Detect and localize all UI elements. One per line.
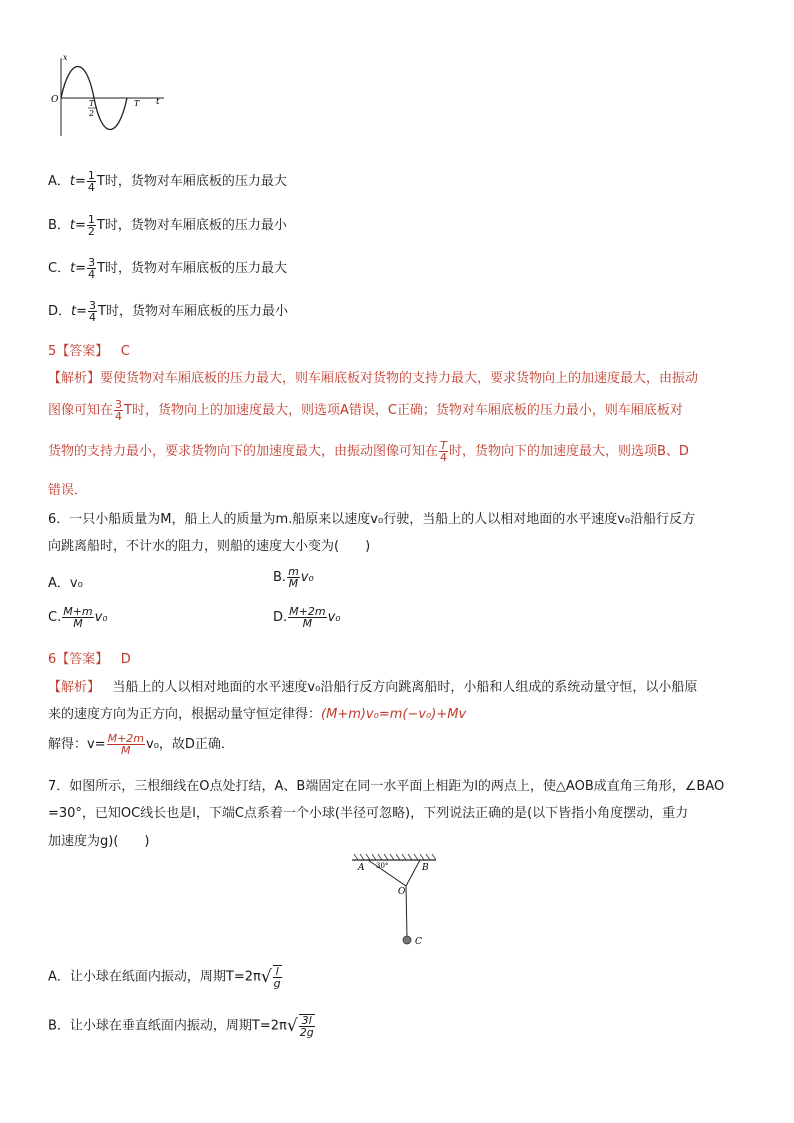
ball bbox=[403, 936, 411, 944]
q6-answer: 6【答案】 D bbox=[48, 652, 131, 667]
q6-stem-line1: 6．一只小船质量为M，船上人的质量为m.船原来以速度v₀行驶，当船上的人以相对地面的水平速度v₀沿船行反方 bbox=[48, 512, 696, 527]
q6-option-d[interactable]: D. $\frac{M+2m}{M}$ v₀ bbox=[273, 605, 341, 630]
point-o-label: O bbox=[398, 887, 406, 897]
q7-stem-line1: 7．如图所示，三根细线在O点处打结，A、B端固定在同一水平面上相距为l的两点上，使△AOB成直角三角形，∠BAO bbox=[48, 779, 725, 794]
point-c-label: C bbox=[415, 937, 422, 947]
sqrt-icon: √ bbox=[286, 1016, 298, 1036]
x-axis-label: t bbox=[156, 97, 160, 107]
q5-option-a[interactable]: A．t= $\frac{1}{4}$ T时，货物对车厢底板的压力最大 bbox=[48, 169, 287, 194]
q7-stem-line2: =30°，已知OC线长也是l，下端C点系着一个小球(半径可忽略)，下列说法正确的是(以下皆指小角度摆动，重力 bbox=[48, 806, 689, 821]
q7-stem-line3: 加速度为g)( ) bbox=[48, 834, 150, 849]
q5-option-b[interactable]: B．t= $\frac{1}{2}$ T时，货物对车厢底板的压力最小 bbox=[48, 213, 287, 238]
q6-analysis-line2: 来的速度方向为正方向，根据动量守恒定律得：(M+m)v₀=m(−v₀)+Mv bbox=[48, 707, 467, 722]
y-axis-label: x bbox=[63, 53, 68, 62]
q5-answer-value: C bbox=[120, 344, 130, 359]
sqrt-icon: √ bbox=[260, 967, 272, 987]
q5-analysis-line3: 货物的支持力最小，要求货物向下的加速度最大，由振动图像可知在 $\frac{T}{4}$ 时，货物向下的加速度最大，则选项B、D bbox=[48, 439, 689, 464]
q5-option-d[interactable]: D．t= $\frac{3}{4}$ T时，货物对车厢底板的压力最小 bbox=[48, 299, 288, 324]
pendulum-figure bbox=[348, 852, 448, 952]
q5-analysis-line4: 错误． bbox=[48, 483, 88, 498]
origin-label: O bbox=[51, 95, 59, 105]
q6-option-c[interactable]: C. $\frac{M+m}{M}$ v₀ bbox=[48, 605, 108, 630]
point-b-label: B bbox=[422, 863, 429, 873]
q6-option-b[interactable]: B. $\frac{m}{M}$ v₀ bbox=[273, 565, 314, 590]
q6-stem-line2: 向跳离船时，不计水的阻力，则船的速度大小变为( ) bbox=[48, 539, 371, 554]
q6-solution: 解得：v= $\frac{M+2m}{M}$ v₀，故D正确． bbox=[48, 732, 234, 757]
period-label: T bbox=[134, 99, 140, 108]
half-period-den: 2 bbox=[89, 109, 95, 118]
q6-momentum-equation: (M+m)v₀=m(−v₀)+Mv bbox=[321, 707, 467, 722]
q5-analysis-line1: 【解析】要使货物对车厢底板的压力最大，则车厢底板对货物的支持力最大，要求货物向上的加速度最大，由振动 bbox=[48, 371, 699, 386]
vibration-graph bbox=[46, 52, 176, 142]
q7-option-b[interactable]: B．让小球在垂直纸面内振动，周期T=2π√ $\frac{3l}{2g}$ bbox=[48, 1014, 314, 1039]
string-oc bbox=[406, 886, 407, 938]
q5-answer: 5【答案】 C bbox=[48, 344, 130, 359]
point-a-label: A bbox=[358, 863, 365, 873]
half-period-num: T bbox=[89, 99, 95, 108]
q5-option-c[interactable]: C．t= $\frac{3}{4}$ T时，货物对车厢底板的压力最大 bbox=[48, 256, 288, 281]
q5-analysis-line2: 图像可知在 $\frac{3}{4}$ T时，货物向上的加速度最大，则选项A错误，C正确；货物对车厢底板的压力最小，则车厢底板对 bbox=[48, 398, 683, 423]
string-bo bbox=[406, 860, 420, 886]
q6-answer-value: D bbox=[120, 652, 131, 667]
angle-label: 30° bbox=[376, 862, 389, 870]
q6-option-a[interactable]: A．v₀ bbox=[48, 576, 83, 591]
q6-analysis-line1: 【解析】 当船上的人以相对地面的水平速度v₀沿船行反方向跳离船时，小船和人组成的系统动量守恒，以小船原 bbox=[48, 680, 698, 695]
q7-option-a[interactable]: A．让小球在纸面内振动，周期T=2π√ $\frac{l}{g}$ bbox=[48, 965, 281, 990]
